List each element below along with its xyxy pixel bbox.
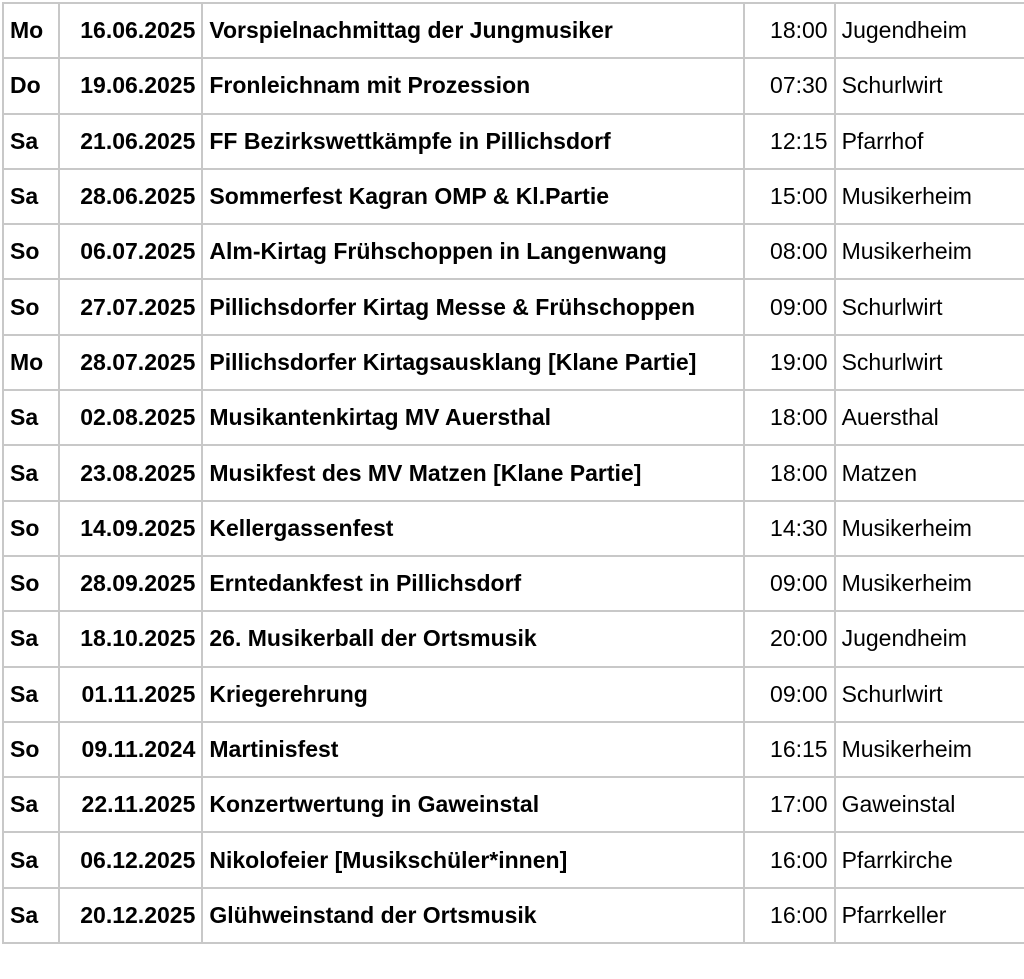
event-date: 01.11.2025	[59, 667, 202, 722]
event-location: Musikerheim	[835, 501, 1024, 556]
event-location: Matzen	[835, 445, 1024, 500]
event-title: Konzertwertung in Gaweinstal	[202, 777, 744, 832]
event-day: Sa	[3, 169, 59, 224]
event-location: Musikerheim	[835, 224, 1024, 279]
event-time: 20:00	[744, 611, 834, 666]
event-location: Pfarrhof	[835, 114, 1024, 169]
event-location: Jugendheim	[835, 3, 1024, 58]
event-time: 16:00	[744, 832, 834, 887]
event-date: 06.07.2025	[59, 224, 202, 279]
table-row	[3, 279, 1024, 334]
event-time: 14:30	[744, 501, 834, 556]
event-day: Do	[3, 58, 59, 113]
event-date: 28.07.2025	[59, 335, 202, 390]
table-row	[3, 335, 1024, 390]
event-location: Pfarrkeller	[835, 888, 1024, 943]
event-title: Nikolofeier [Musikschüler*innen]	[202, 832, 744, 887]
event-date: 02.08.2025	[59, 390, 202, 445]
table-row	[3, 667, 1024, 722]
event-time: 08:00	[744, 224, 834, 279]
event-date: 16.06.2025	[59, 3, 202, 58]
event-time: 16:00	[744, 888, 834, 943]
event-date: 14.09.2025	[59, 501, 202, 556]
event-date: 19.06.2025	[59, 58, 202, 113]
event-location: Schurlwirt	[835, 667, 1024, 722]
event-day: Sa	[3, 611, 59, 666]
event-location: Musikerheim	[835, 556, 1024, 611]
event-day: Sa	[3, 777, 59, 832]
table-row	[3, 777, 1024, 832]
event-day: Mo	[3, 3, 59, 58]
event-title: Kriegerehrung	[202, 667, 744, 722]
event-time: 15:00	[744, 169, 834, 224]
event-date: 28.09.2025	[59, 556, 202, 611]
event-title: Vorspielnachmittag der Jungmusiker	[202, 3, 744, 58]
event-location: Jugendheim	[835, 611, 1024, 666]
event-day: Sa	[3, 390, 59, 445]
event-title: Pillichsdorfer Kirtag Messe & Frühschoppen	[202, 279, 744, 334]
event-time: 19:00	[744, 335, 834, 390]
event-time: 07:30	[744, 58, 834, 113]
event-time: 17:00	[744, 777, 834, 832]
event-date: 06.12.2025	[59, 832, 202, 887]
event-date: 27.07.2025	[59, 279, 202, 334]
event-day: Sa	[3, 888, 59, 943]
event-day: Mo	[3, 335, 59, 390]
event-date: 20.12.2025	[59, 888, 202, 943]
table-row	[3, 611, 1024, 666]
event-title: Alm-Kirtag Frühschoppen in Langenwang	[202, 224, 744, 279]
event-day: Sa	[3, 445, 59, 500]
event-schedule-table	[2, 2, 1024, 944]
event-day: Sa	[3, 667, 59, 722]
event-title: Sommerfest Kagran OMP & Kl.Partie	[202, 169, 744, 224]
event-location: Schurlwirt	[835, 58, 1024, 113]
event-time: 09:00	[744, 556, 834, 611]
table-row	[3, 556, 1024, 611]
event-location: Musikerheim	[835, 722, 1024, 777]
table-row	[3, 722, 1024, 777]
event-day: So	[3, 224, 59, 279]
event-day: So	[3, 279, 59, 334]
event-date: 22.11.2025	[59, 777, 202, 832]
event-day: Sa	[3, 832, 59, 887]
event-day: So	[3, 722, 59, 777]
table-row	[3, 224, 1024, 279]
event-date: 28.06.2025	[59, 169, 202, 224]
table-row	[3, 114, 1024, 169]
event-time: 09:00	[744, 279, 834, 334]
event-time: 18:00	[744, 445, 834, 500]
table-row	[3, 3, 1024, 58]
event-time: 18:00	[744, 3, 834, 58]
event-title: Musikantenkirtag MV Auersthal	[202, 390, 744, 445]
event-title: 26. Musikerball der Ortsmusik	[202, 611, 744, 666]
table-row	[3, 832, 1024, 887]
event-day: So	[3, 501, 59, 556]
event-time: 16:15	[744, 722, 834, 777]
table-row	[3, 58, 1024, 113]
event-title: Musikfest des MV Matzen [Klane Partie]	[202, 445, 744, 500]
event-title: FF Bezirkswettkämpfe in Pillichsdorf	[202, 114, 744, 169]
event-location: Auersthal	[835, 390, 1024, 445]
event-day: Sa	[3, 114, 59, 169]
event-location: Schurlwirt	[835, 335, 1024, 390]
table-row	[3, 445, 1024, 500]
table-row	[3, 390, 1024, 445]
event-location: Schurlwirt	[835, 279, 1024, 334]
event-day: So	[3, 556, 59, 611]
event-time: 09:00	[744, 667, 834, 722]
event-date: 09.11.2024	[59, 722, 202, 777]
event-location: Gaweinstal	[835, 777, 1024, 832]
event-title: Kellergassenfest	[202, 501, 744, 556]
event-title: Fronleichnam mit Prozession	[202, 58, 744, 113]
event-title: Pillichsdorfer Kirtagsausklang [Klane Partie]	[202, 335, 744, 390]
table-row	[3, 888, 1024, 943]
event-location: Pfarrkirche	[835, 832, 1024, 887]
event-time: 18:00	[744, 390, 834, 445]
table-row	[3, 501, 1024, 556]
event-location: Musikerheim	[835, 169, 1024, 224]
event-date: 18.10.2025	[59, 611, 202, 666]
event-title: Glühweinstand der Ortsmusik	[202, 888, 744, 943]
event-title: Erntedankfest in Pillichsdorf	[202, 556, 744, 611]
event-date: 23.08.2025	[59, 445, 202, 500]
event-date: 21.06.2025	[59, 114, 202, 169]
event-schedule-body	[3, 3, 1024, 943]
event-time: 12:15	[744, 114, 834, 169]
table-row	[3, 169, 1024, 224]
event-title: Martinisfest	[202, 722, 744, 777]
